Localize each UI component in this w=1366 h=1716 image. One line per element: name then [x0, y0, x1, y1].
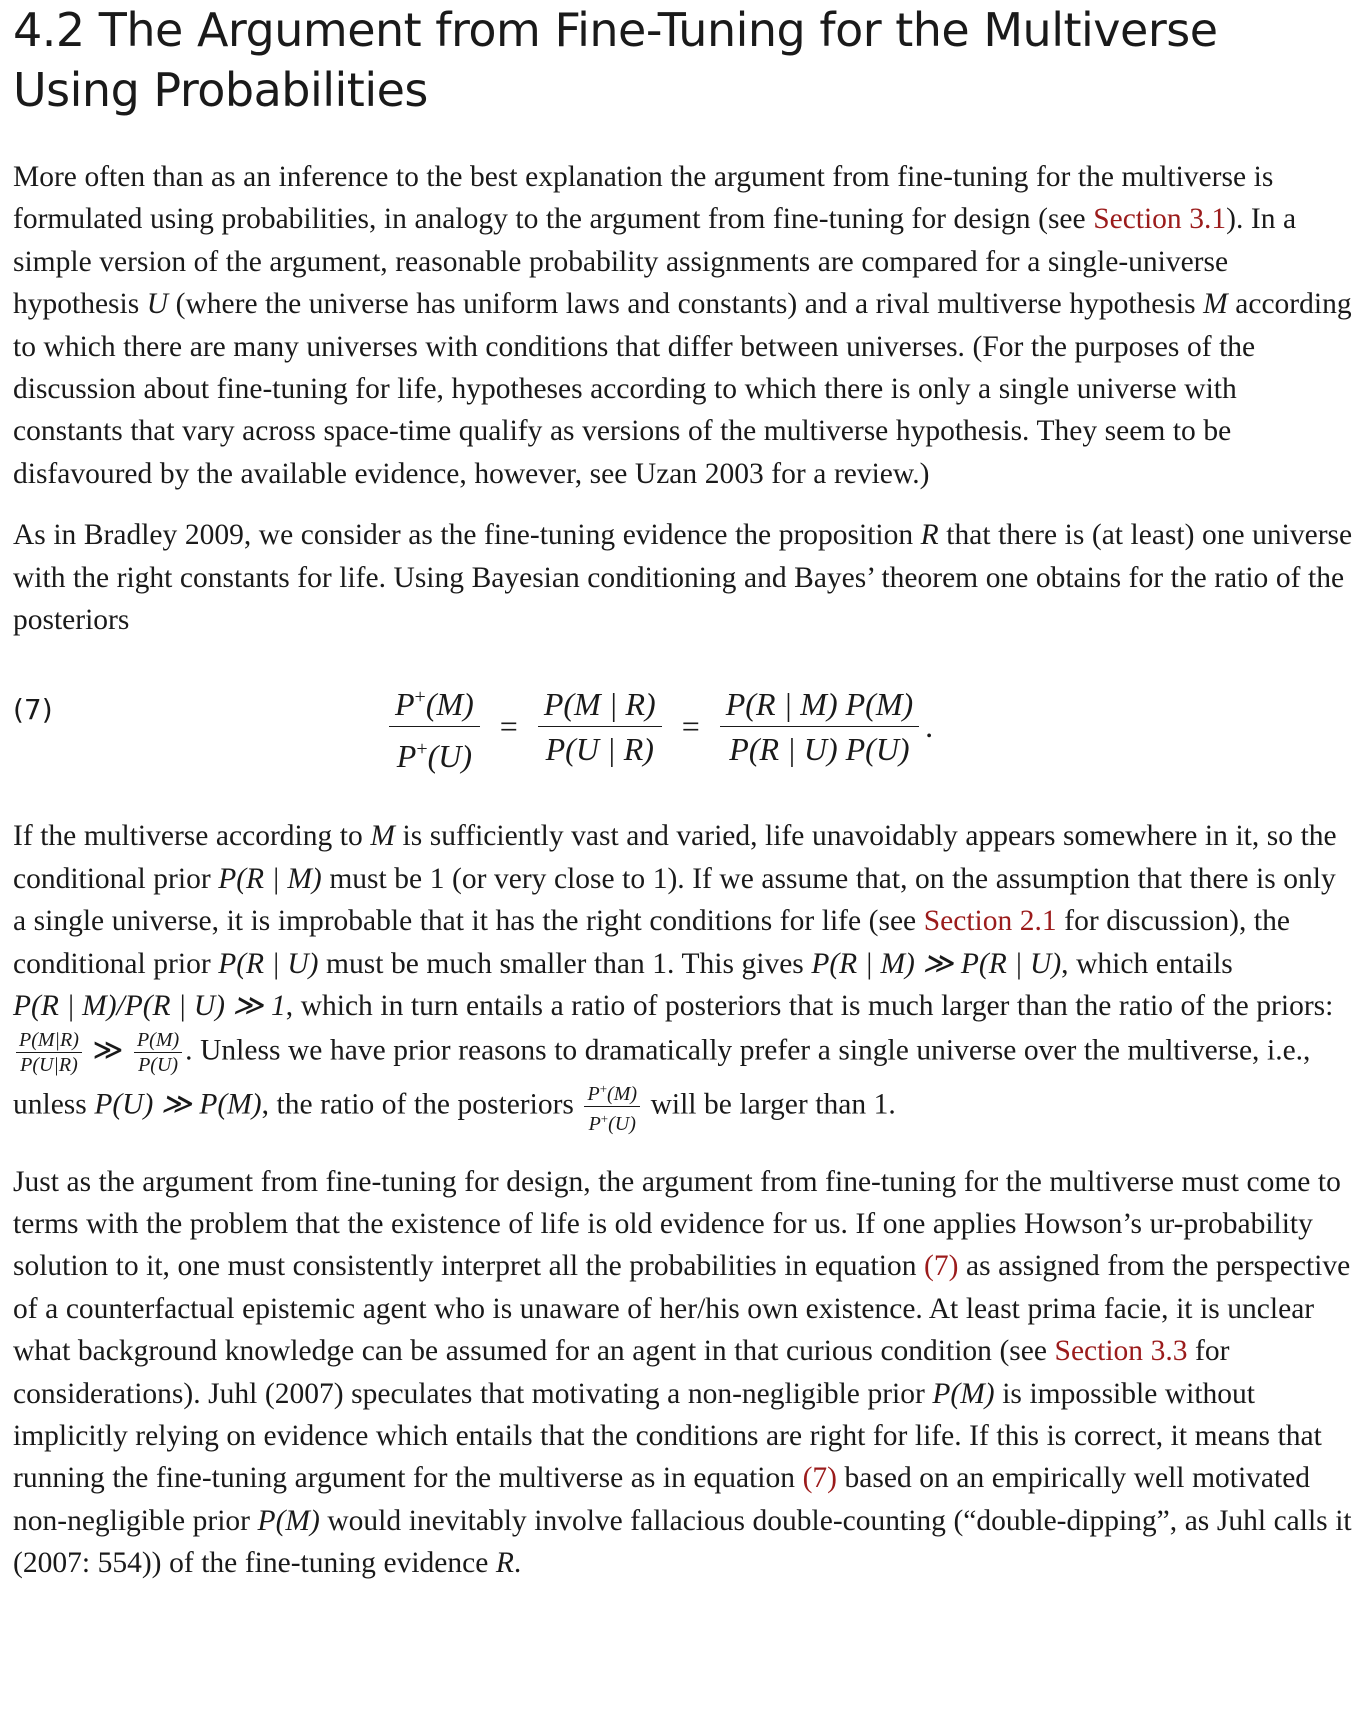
paragraph-3: If the multiverse according to M is sufficiently vast and varied, life unavoidably appears somewhere in it, so the conditional prior P(R | M) must be 1 (or very close to 1). If we assume that, on the assumption that there is only a single universe, it is improbable that it has the right conditions for life (see Section 2.1 for discussion), the conditional prior P(R | U) must be much smaller than 1. This gives P(R | M) ≫ P(R | U), which entails P(R | M)/P(R | U) ≫ 1, which in turn entails a ratio of posteriors that is much larger than the ratio of the priors: $\frac{P(M|R)}{P(U|R)}$ ≫ $\frac{P(M)}{P(U)}$ . Unless we have prior reasons to dramatically prefer a single universe over the multiverse, i.e., unless P(U) ≫ P(M), the ratio of the posteriors $\frac{P^+(M)}{P^+(U)}$ will be larger than 1. — [13, 820, 1337, 1135]
fraction-posterior-ratio: $\frac{P^+(M)}{P^+(U)}$ — [389, 677, 480, 776]
fraction-conditional: $\frac{P(M | R)}{P(U | R)}$ — [538, 684, 662, 769]
paragraph-2: As in Bradley 2009, we consider as the fine-tuning evidence the proposition R that there is (at least) one universe with the right constants for life. Using Bayesian conditioning and Bayes’ theorem one obtains for the ratio of the posteriors — [13, 519, 1353, 637]
inline-fraction-posteriors: $\frac{P(M|R)}{P(U|R)}$ — [16, 1028, 82, 1077]
fraction-bayes: $\frac{P(R | M) P(M)}{P(R | U) P(U)}$ — [720, 684, 919, 769]
equals-sign: = — [681, 708, 700, 745]
link-equation-7[interactable]: (7) — [924, 1250, 959, 1283]
paragraph-4: Just as the argument from fine-tuning for design, the argument from fine-tuning for the multiverse must come to terms with the problem that the existence of life is old evidence for us. If one applies Howson’s ur-probability solution to it, one must consistently interpret all the probabilities in equation (7) as assigned from the perspective of a counterfactual epistemic agent who is unaware of her/his own existence. At least prima facie, it is unclear what background knowledge can be assumed for an agent in that curious condition (see Section 3.3 for considerations). Juhl (2007) speculates that motivating a non-negligible prior P(M) is impossible without implicitly relying on evidence which entails that the conditions are right for life. If this is correct, it means that running the fine-tuning argument for the multiverse as in equation (7) based on an empirically well motivated non-negligible prior P(M) would inevitably involve fallacious double-counting (“double-dipping”, as Juhl calls it (2007: 554)) of the fine-tuning evidence R. — [13, 1165, 1352, 1580]
var-U: U — [146, 288, 169, 321]
equals-sign: = — [499, 708, 518, 745]
var-M: M — [1203, 288, 1228, 321]
equation-7 — [13, 665, 1340, 815]
link-section-3-1[interactable]: Section 3.1 — [1093, 203, 1227, 236]
equation-number: (7) — [13, 693, 53, 727]
equation-period: . — [925, 708, 934, 745]
link-section-3-3[interactable]: Section 3.3 — [1054, 1335, 1188, 1368]
link-section-2-1[interactable]: Section 2.1 — [923, 905, 1057, 938]
inline-fraction-posterior-ratio: $\frac{P^+(M)}{P^+(U)}$ — [584, 1077, 640, 1136]
paragraph-1: More often than as an inference to the best explanation the argument from fine-tuning for the multiverse is formulated using probabilities, in analogy to the argument from fine-tuning for design (see Section 3.1). In a simple version of the argument, reasonable probability assignments are compared for a single-universe hypothesis U (where the universe has uniform laws and constants) and a rival multiverse hypothesis M according to which there are many universes with conditions that differ between universes. (For the purposes of the discussion about fine-tuning for life, hypotheses according to which there is only a single universe with constants that vary across space-time qualify as versions of the multiverse hypothesis. They seem to be disfavoured by the available evidence, however, see Uzan 2003 for a review.) — [13, 161, 1352, 490]
inline-fraction-priors: $\frac{P(M)}{P(U)}$ — [134, 1028, 182, 1077]
link-equation-7[interactable]: (7) — [802, 1462, 837, 1495]
var-R: R — [920, 519, 939, 552]
section-heading: 4.2 The Argument from Fine-Tuning for the Multiverse Using Probabilities — [13, 3, 1218, 117]
equation-body — [383, 677, 933, 776]
